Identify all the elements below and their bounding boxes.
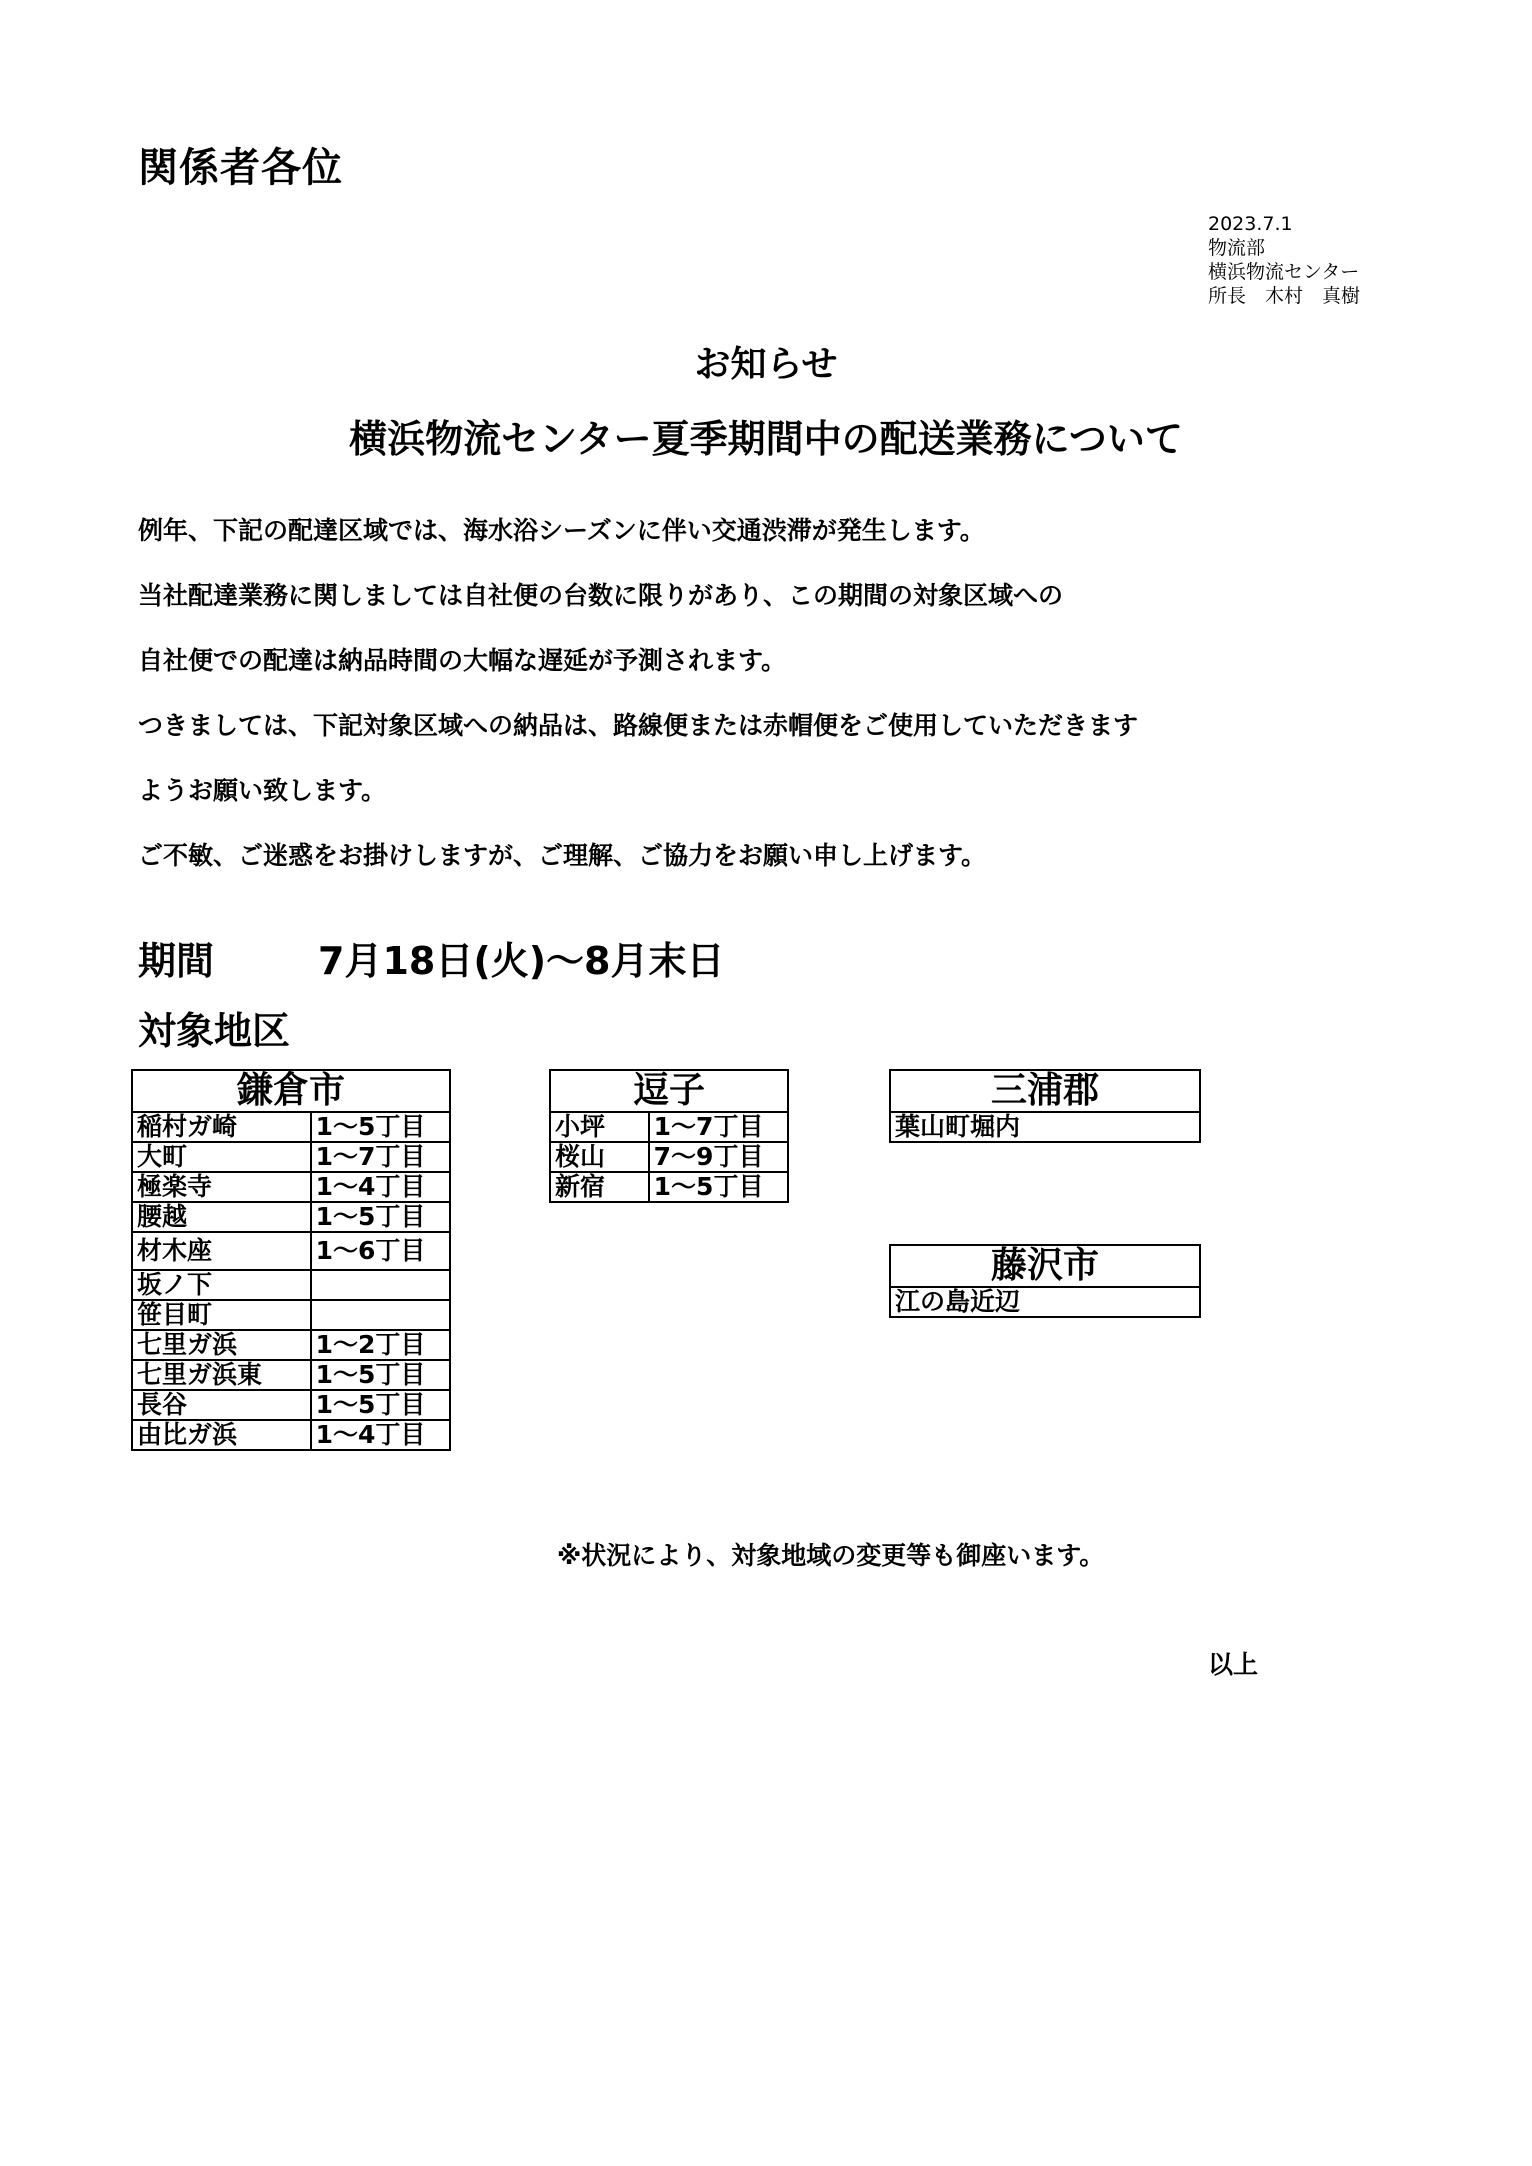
sender-block: [1208, 212, 1360, 308]
closing: 以上: [1208, 1650, 1259, 1679]
body-line: 例年、下記の配達区域では、海水浴シーズンに伴い交通渋滞が発生します。: [138, 516, 985, 545]
table-row: [132, 1232, 450, 1270]
notice-title: お知らせ: [694, 344, 838, 385]
town-cell: 桜山: [550, 1142, 649, 1172]
table-header: 逗子: [550, 1070, 788, 1112]
table-row: [132, 1172, 450, 1202]
blocks-cell: 1～5丁目: [311, 1202, 450, 1232]
body-line: ご不敏、ご迷惑をお掛けしますが、ご理解、ご協力をお願い申し上げます。: [138, 841, 987, 870]
table-row: [132, 1270, 450, 1300]
town-cell: 葉山町堀内: [890, 1112, 1200, 1142]
kamakura-table: [131, 1069, 451, 1451]
town-cell: 腰越: [132, 1202, 311, 1232]
period-value: 7月18日(火)～8月末日: [318, 939, 725, 983]
table-row: [550, 1112, 788, 1142]
town-cell: 大町: [132, 1142, 311, 1172]
area-heading: 対象地区: [138, 1009, 291, 1053]
zushi-table: [549, 1069, 789, 1203]
addressee: 関係者各位: [138, 145, 343, 191]
blocks-cell: 1～4丁目: [311, 1420, 450, 1450]
table-row: [550, 1142, 788, 1172]
blocks-cell: 1～5丁目: [649, 1172, 788, 1202]
town-cell: 七里ガ浜東: [132, 1360, 311, 1390]
table-row: [132, 1202, 450, 1232]
table-row: [890, 1287, 1200, 1317]
town-cell: 材木座: [132, 1232, 311, 1270]
table-row: [132, 1142, 450, 1172]
blocks-cell: 1～5丁目: [311, 1360, 450, 1390]
table-row: [132, 1420, 450, 1450]
issue-date: 2023.7.1: [1208, 213, 1293, 235]
blocks-cell: 1～5丁目: [311, 1390, 450, 1420]
town-cell: 笹目町: [132, 1300, 311, 1330]
table-row: [890, 1112, 1200, 1142]
town-cell: 江の島近辺: [890, 1287, 1200, 1317]
town-cell: 稲村ガ崎: [132, 1112, 311, 1142]
sender-center: 横浜物流センター: [1208, 261, 1360, 283]
town-cell: 新宿: [550, 1172, 649, 1202]
blocks-cell: 1～2丁目: [311, 1330, 450, 1360]
body-line: 自社便での配達は納品時間の大幅な遅延が予測されます。: [138, 646, 787, 675]
town-cell: 由比ガ浜: [132, 1420, 311, 1450]
blocks-cell: 1～6丁目: [311, 1232, 450, 1270]
notice-subject: 横浜物流センター夏季期間中の配送業務について: [349, 417, 1183, 461]
blocks-cell: 1～7丁目: [311, 1142, 450, 1172]
town-cell: 七里ガ浜: [132, 1330, 311, 1360]
table-header: 三浦郡: [890, 1070, 1200, 1112]
table-row: [132, 1330, 450, 1360]
note: ※状況により、対象地域の変更等も御座います。: [557, 1541, 1105, 1570]
table-header: 藤沢市: [890, 1245, 1200, 1287]
body-line: ようお願い致します。: [138, 776, 387, 805]
blocks-cell: 1～7丁目: [649, 1112, 788, 1142]
table-row: [132, 1300, 450, 1330]
sender-manager: 所長 木村 真樹: [1208, 285, 1361, 307]
table-row: [132, 1360, 450, 1390]
table-row: [132, 1112, 450, 1142]
period: [138, 930, 725, 985]
body-line: つきましては、下記対象区域への納品は、路線便または赤帽便をご使用していただきます: [138, 711, 1139, 740]
blocks-cell: [311, 1270, 450, 1300]
blocks-cell: 7～9丁目: [649, 1142, 788, 1172]
sender-department: 物流部: [1208, 237, 1266, 259]
blocks-cell: 1～4丁目: [311, 1172, 450, 1202]
town-cell: 小坪: [550, 1112, 649, 1142]
table-row: [132, 1390, 450, 1420]
town-cell: 極楽寺: [132, 1172, 311, 1202]
miura-table: [889, 1069, 1201, 1143]
blocks-cell: 1～5丁目: [311, 1112, 450, 1142]
table-header: 鎌倉市: [132, 1070, 450, 1112]
period-label: 期間: [138, 939, 215, 983]
table-row: [550, 1172, 788, 1202]
blocks-cell: [311, 1300, 450, 1330]
town-cell: 長谷: [132, 1390, 311, 1420]
fujisawa-table: [889, 1244, 1201, 1318]
body-line: 当社配達業務に関しましては自社便の台数に限りがあり、この期間の対象区域への: [138, 581, 1064, 610]
notice-body: [138, 515, 1138, 905]
town-cell: 坂ノ下: [132, 1270, 311, 1300]
